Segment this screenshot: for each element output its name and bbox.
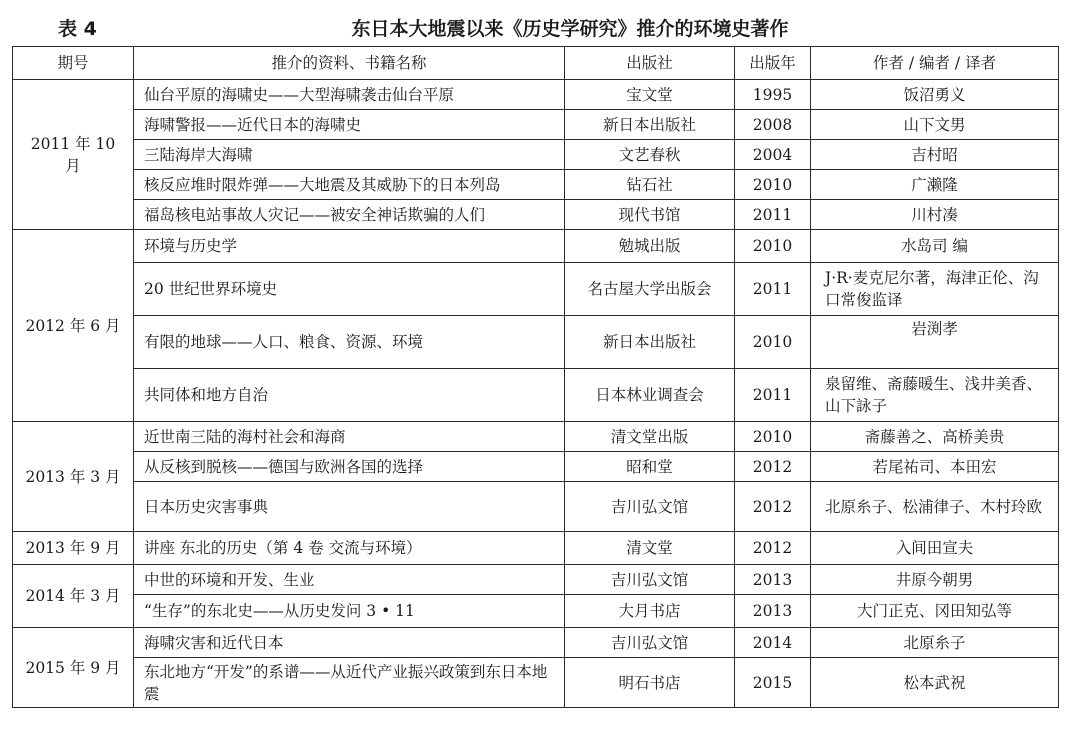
period-cell: 2012 年 6 月 [13, 230, 134, 422]
publisher: 现代书馆 [565, 200, 735, 230]
table-row [13, 565, 1059, 595]
book-title: 近世南三陆的海村社会和海商 [134, 422, 565, 452]
table-row [13, 80, 1059, 110]
book-title: 中世的环境和开发、生业 [134, 565, 565, 595]
table-row [13, 482, 1059, 532]
author: 入间田宣夫 [811, 532, 1059, 565]
author: 吉村昭 [811, 140, 1059, 170]
publisher: 清文堂出版 [565, 422, 735, 452]
book-title: 讲座 东北的历史（第 4 卷 交流与环境） [134, 532, 565, 565]
author: 饭沼勇义 [811, 80, 1059, 110]
author: 泉留维、斋藤暖生、浅井美香、山下詠子 [811, 369, 1059, 422]
book-title: 海啸警报——近代日本的海啸史 [134, 110, 565, 140]
author: 广濑隆 [811, 170, 1059, 200]
author: 岩渕孝 [811, 316, 1059, 369]
period-cell: 2013 年 9 月 [13, 532, 134, 565]
table-row [13, 140, 1059, 170]
table-row [13, 263, 1059, 316]
publisher: 名古屋大学出版会 [565, 263, 735, 316]
year: 2011 [735, 263, 811, 316]
year: 2010 [735, 422, 811, 452]
publisher: 大月书店 [565, 595, 735, 628]
publisher: 吉川弘文馆 [565, 565, 735, 595]
table-row [13, 628, 1059, 658]
table-row [13, 230, 1059, 263]
header-year: 出版年 [735, 47, 811, 80]
table-row [13, 369, 1059, 422]
book-title: 核反应堆时限炸弹——大地震及其威胁下的日本列岛 [134, 170, 565, 200]
year: 2004 [735, 140, 811, 170]
author: 斋藤善之、高桥美贵 [811, 422, 1059, 452]
year: 2010 [735, 316, 811, 369]
year: 2012 [735, 482, 811, 532]
table-row [13, 110, 1059, 140]
publisher: 昭和堂 [565, 452, 735, 482]
table-row [13, 532, 1059, 565]
book-title: 环境与历史学 [134, 230, 565, 263]
author: J·R·麦克尼尔著，海津正伦、沟口常俊监译 [811, 263, 1059, 316]
book-title: “生存”的东北史——从历史发问 3 • 11 [134, 595, 565, 628]
header-period: 期号 [13, 47, 134, 80]
publisher: 清文堂 [565, 532, 735, 565]
table-number: 表 4 [58, 18, 97, 40]
table-row [13, 658, 1059, 708]
year: 2012 [735, 532, 811, 565]
period-cell: 2013 年 3 月 [13, 422, 134, 532]
author: 北原糸子、松浦律子、木村玲欧 [811, 482, 1059, 532]
publisher: 新日本出版社 [565, 110, 735, 140]
year: 2011 [735, 369, 811, 422]
year: 1995 [735, 80, 811, 110]
header-publisher: 出版社 [565, 47, 735, 80]
publisher: 文艺春秋 [565, 140, 735, 170]
table-row [13, 595, 1059, 628]
book-title: 福岛核电站事故人灾记——被安全神话欺骗的人们 [134, 200, 565, 230]
year: 2010 [735, 170, 811, 200]
author: 水岛司 编 [811, 230, 1059, 263]
table-row [13, 452, 1059, 482]
table-row [13, 170, 1059, 200]
book-title: 有限的地球——人口、粮食、资源、环境 [134, 316, 565, 369]
book-title: 三陆海岸大海啸 [134, 140, 565, 170]
year: 2010 [735, 230, 811, 263]
header-row [13, 47, 1059, 80]
table-row [13, 200, 1059, 230]
author: 川村凑 [811, 200, 1059, 230]
period-cell: 2015 年 9 月 [13, 628, 134, 708]
year: 2013 [735, 595, 811, 628]
book-title: 仙台平原的海啸史——大型海啸袭击仙台平原 [134, 80, 565, 110]
year: 2008 [735, 110, 811, 140]
book-title: 东北地方“开发”的系谱——从近代产业振兴政策到东日本地震 [134, 658, 565, 708]
year: 2014 [735, 628, 811, 658]
author: 山下文男 [811, 110, 1059, 140]
table-row [13, 316, 1059, 369]
publisher: 勉城出版 [565, 230, 735, 263]
table-title: 东日本大地震以来《历史学研究》推介的环境史著作 [351, 18, 789, 40]
book-title: 20 世纪世界环境史 [134, 263, 565, 316]
book-title: 海啸灾害和近代日本 [134, 628, 565, 658]
period-cell: 2014 年 3 月 [13, 565, 134, 628]
book-title: 日本历史灾害事典 [134, 482, 565, 532]
publisher: 吉川弘文馆 [565, 628, 735, 658]
author: 若尾祐司、本田宏 [811, 452, 1059, 482]
environmental-history-table [12, 46, 1059, 708]
publisher: 明石书店 [565, 658, 735, 708]
author: 大门正克、冈田知弘等 [811, 595, 1059, 628]
publisher: 新日本出版社 [565, 316, 735, 369]
header-author: 作者 / 编者 / 译者 [811, 47, 1059, 80]
table-caption [0, 8, 1080, 44]
year: 2012 [735, 452, 811, 482]
publisher: 宝文堂 [565, 80, 735, 110]
year: 2013 [735, 565, 811, 595]
book-title: 共同体和地方自治 [134, 369, 565, 422]
year: 2015 [735, 658, 811, 708]
publisher: 吉川弘文馆 [565, 482, 735, 532]
author: 松本武祝 [811, 658, 1059, 708]
book-title: 从反核到脱核——德国与欧洲各国的选择 [134, 452, 565, 482]
author: 井原今朝男 [811, 565, 1059, 595]
publisher: 日本林业调查会 [565, 369, 735, 422]
author: 北原糸子 [811, 628, 1059, 658]
year: 2011 [735, 200, 811, 230]
header-title: 推介的资料、书籍名称 [134, 47, 565, 80]
table-row [13, 422, 1059, 452]
period-cell: 2011 年 10 月 [13, 80, 134, 230]
publisher: 钻石社 [565, 170, 735, 200]
